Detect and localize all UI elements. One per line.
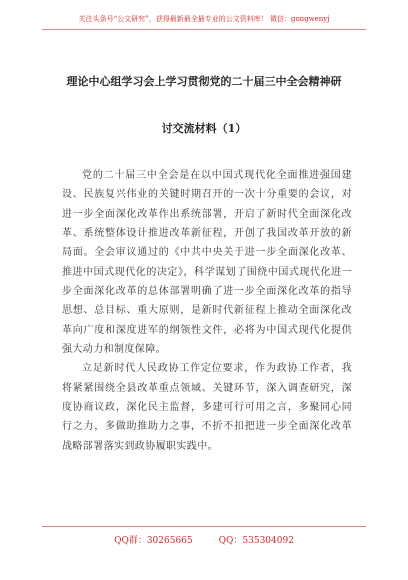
footer-contact <box>0 533 408 546</box>
footer-qq-group: QQ群：30265665 <box>114 536 193 546</box>
footer-qq-number: QQ：535304092 <box>218 536 294 546</box>
paragraph-2: 立足新时代人民政协工作定位要求，作为政协工作者，我将紧紧围绕全县改革重点领域、关键环节，深入调查研究，深度协商议政，深化民主监督，多建可行可用之言，多聚同心同行之力，多做助推助力之事，不折不扣把进一步全面深化改革战略部署落实到政协履职实践中。 <box>62 363 352 452</box>
document-title-line-2: 讨交流材料（1） <box>161 122 247 135</box>
header-banner: 关注头条号“公文研究”，获得最新最全最专业的公文资料库！ 微信：gongwenyj <box>78 15 330 23</box>
document-body <box>62 166 352 456</box>
header-divider <box>42 29 366 30</box>
paragraph-1: 党的二十届三中全会是在以中国式现代化全面推进强国建设、民族复兴伟业的关键时期召开的一次十分重要的会议，对进一步全面深化改革作出系统部署，开启了新时代全面深化改革、系统整体设计推进改革新征程，开创了我国改革开放的新局面。全会审议通过的《中共中央关于进一步全面深化改革、推进中国式现代化的决定》，科学谋划了围绕中国式现代化进一步全面深化改革的总体部署明确了进一步全面深化改革的指导思想、总目标、重大原则，是新时代新征程上推动全面深化改革向广度和深度进军的纲领性文件，必将为中国式现代化提供强大动力和制度保障。 <box>62 170 352 356</box>
footer-divider <box>42 526 366 527</box>
document-title-line-1: 理论中心组学习会上学习贯彻党的二十届三中全会精神研 <box>66 75 342 88</box>
